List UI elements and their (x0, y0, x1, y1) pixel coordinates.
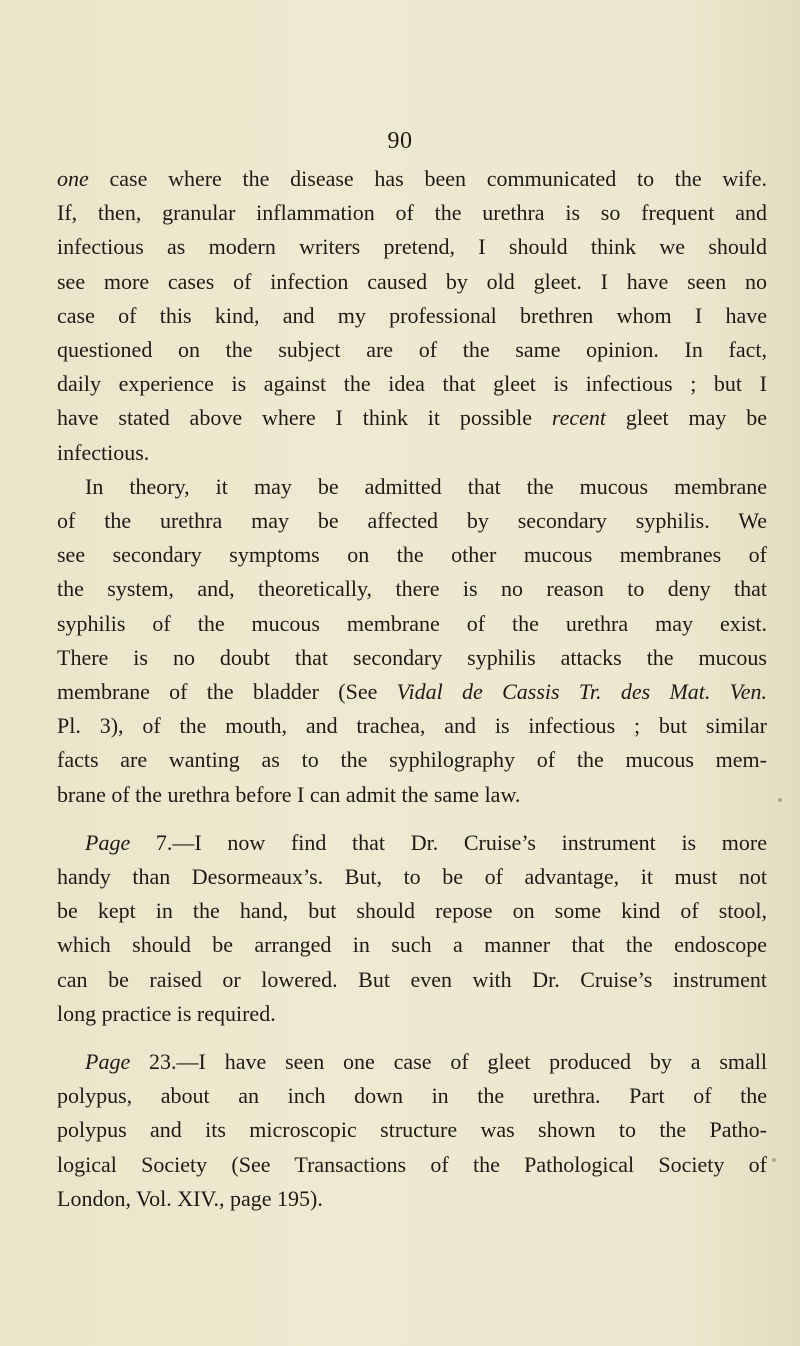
text-run: case where the disease has been communicated to the wife. (88, 166, 767, 191)
text-line: In theory, it may be admitted that the mucous membrane (85, 473, 767, 499)
text-line: can be raised or lowered. But even with Dr. Cruise’s instrument (57, 966, 767, 992)
text-line: brane of the urethra before I can admit the same law. (57, 781, 521, 807)
text-line: daily experience is against the idea that gleet is infectious ; but I (57, 371, 767, 397)
text-run: have stated above where I think it possible (57, 405, 552, 431)
paragraph (57, 826, 767, 1031)
text-line: Pl. 3), of the mouth, and trachea, and is infectious ; but similar (57, 713, 767, 739)
text-line (57, 401, 767, 435)
paragraph-gap (57, 1031, 767, 1045)
paragraph (57, 470, 767, 812)
text-line: syphilis of the mucous membrane of the urethra may exist. (57, 610, 767, 636)
paper-speck (778, 798, 782, 802)
text-line: polypus, about an inch down in the urethra. Part of the (57, 1083, 767, 1109)
italic-text: Page (85, 829, 131, 855)
text-line: see more cases of infection caused by old gleet. I have seen no (57, 268, 767, 294)
text-line: polypus and its microscopic structure was shown to the Patho- (57, 1117, 767, 1143)
text-line: be kept in the hand, but should repose on some kind of stool, (57, 898, 767, 924)
text-line: If, then, granular inflammation of the urethra is so frequent and (57, 200, 767, 226)
text-line: London, Vol. XIV., page 195). (57, 1185, 323, 1211)
page-number: 90 (387, 128, 413, 154)
italic-citation: Vidal de Cassis Tr. des Mat. Ven. (396, 679, 767, 705)
text-line: handy than Desormeaux’s. But, to be of advantage, it must not (57, 864, 767, 890)
italic-text: one (57, 166, 89, 191)
text-line (57, 1045, 767, 1079)
italic-text: Page (85, 1049, 131, 1075)
text-line (57, 675, 767, 709)
text-line: logical Society (See Transactions of the Pathological Society of (57, 1151, 767, 1177)
text-line: see secondary symptoms on the other mucous membranes of (57, 542, 767, 568)
text-line: the system, and, theoretically, there is no reason to deny that (57, 576, 767, 602)
text-run: 23.—I have seen one case of gleet produced by a small (130, 1049, 767, 1075)
paragraph (57, 162, 767, 470)
italic-text: recent (551, 405, 607, 431)
paper-speck (772, 1158, 776, 1162)
text-line: of the urethra may be affected by secondary syphilis. We (57, 508, 767, 534)
text-line: infectious. (57, 439, 150, 465)
text-run: 7.—I now find that Dr. Cruise’s instrument is more (130, 829, 767, 855)
text-line (57, 826, 767, 860)
text-run: membrane of the bladder (See (57, 679, 397, 705)
text-line: infectious as modern writers pretend, I should think we should (57, 234, 767, 260)
body-text (57, 162, 767, 1216)
text-line: facts are wanting as to the syphilography of the mucous mem- (57, 747, 767, 773)
text-line: questioned on the subject are of the same opinion. In fact, (57, 337, 767, 363)
text-line: There is no doubt that secondary syphilis attacks the mucous (57, 644, 767, 670)
text-line: case of this kind, and my professional brethren whom I have (57, 302, 767, 328)
text-run: gleet may be (606, 405, 767, 431)
paragraph-gap (57, 812, 767, 826)
text-line: long practice is required. (57, 1000, 276, 1026)
text-line (57, 162, 767, 196)
text-line: which should be arranged in such a manner that the endoscope (57, 932, 767, 958)
paragraph (57, 1045, 767, 1216)
